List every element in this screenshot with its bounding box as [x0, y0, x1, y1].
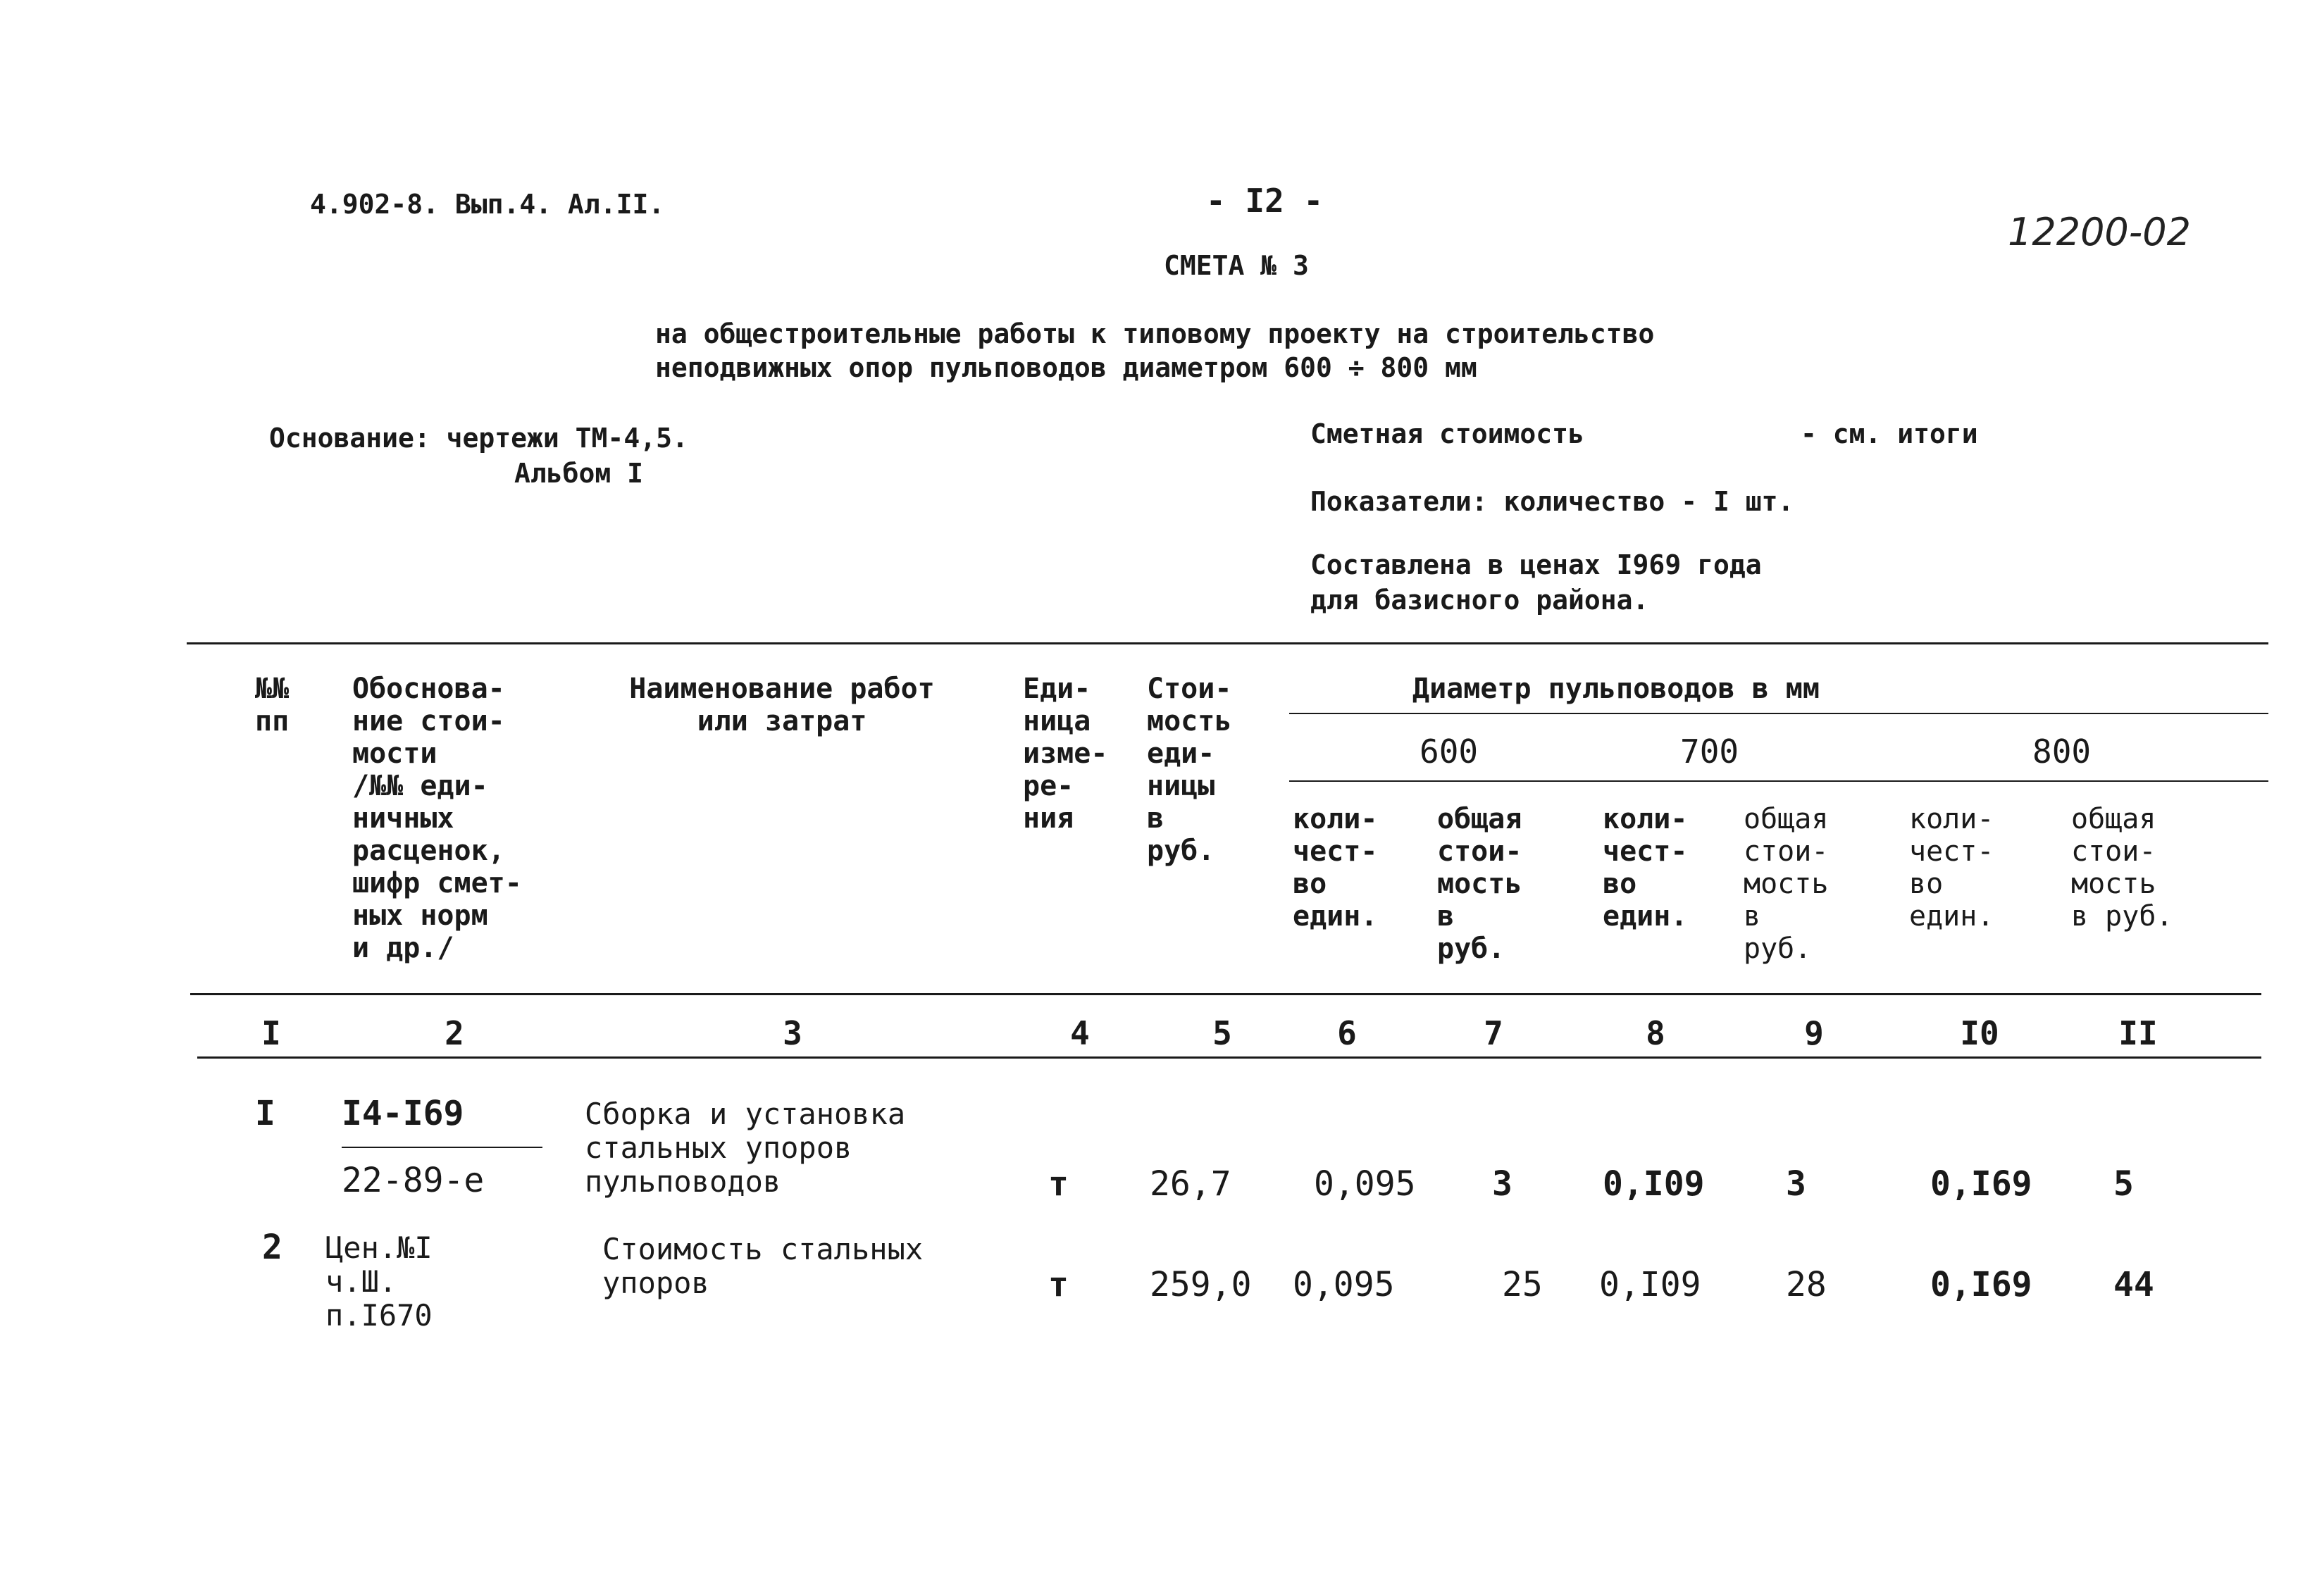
row-name: Стоимость стальных упоров: [602, 1232, 924, 1300]
row-total-700: 28: [1786, 1265, 1827, 1304]
basis-album: Альбом I: [514, 458, 644, 489]
col-number-11: II: [2118, 1014, 2158, 1052]
col-header-total-700: общая стои- мость в руб.: [1744, 803, 1829, 965]
basis-divider-line: [342, 1147, 542, 1148]
prices-line-1: Составлена в ценах I969 года: [1310, 549, 1762, 580]
indicators-line: Показатели: количество - I шт.: [1310, 486, 1794, 517]
diameter-values-rule: [1289, 780, 2268, 782]
row-qty-700: 0,I09: [1599, 1265, 1701, 1304]
col-header-diameter-group: Диаметр пульповодов в мм: [1412, 673, 1820, 705]
col-number-5: 5: [1212, 1014, 1232, 1052]
basis-label: Основание: чертежи ТМ-4,5.: [269, 423, 688, 454]
row-qty-800: 0,I69: [1930, 1265, 2032, 1304]
row-qty-600: 0,095: [1293, 1265, 1395, 1304]
col-header-qty-800: коли- чест- во един.: [1909, 803, 1994, 933]
diameter-700: 700: [1680, 732, 1739, 771]
column-numbers-rule: [197, 1056, 2261, 1059]
row-unit-price: 259,0: [1150, 1265, 1252, 1304]
diameter-800: 800: [2032, 732, 2092, 771]
row-basis-top: I4-I69: [342, 1094, 464, 1133]
prices-line-2: для базисного района.: [1310, 585, 1649, 616]
col-header-qty-700: коли- чест- во един.: [1603, 803, 1688, 933]
cost-label: Сметная стоимость: [1310, 418, 1584, 449]
col-header-basis: Обоснова- ние стои- мости /№№ еди- ничных расценок, шифр смет- ных норм и др./: [352, 673, 522, 964]
row-total-800: 44: [2113, 1265, 2154, 1304]
row-qty-800: 0,I69: [1930, 1164, 2032, 1204]
row-total-800: 5: [2113, 1164, 2134, 1204]
row-basis: Цен.№I ч.Ш. п.I670: [325, 1230, 433, 1333]
col-header-name: Наименование работ или затрат: [629, 673, 935, 737]
document-code: 4.902-8. Вып.4. Ал.II.: [310, 189, 665, 220]
document-title: СМЕТА № 3: [1164, 250, 1309, 281]
col-number-7: 7: [1484, 1014, 1503, 1052]
row-unit-price: 26,7: [1150, 1164, 1231, 1204]
col-header-unit-price: Стои- мость еди- ницы в руб.: [1147, 673, 1232, 867]
col-number-3: 3: [783, 1014, 802, 1052]
row-name: Сборка и установка стальных упоров пульповодов: [585, 1097, 906, 1199]
col-number-2: 2: [445, 1014, 464, 1052]
col-number-6: 6: [1337, 1014, 1357, 1052]
row-total-600: 3: [1492, 1164, 1512, 1204]
subtitle-line-2: неподвижных опор пульповодов диаметром 600 ÷ 800 мм: [655, 352, 1477, 383]
row-total-600: 25: [1502, 1265, 1543, 1304]
col-number-9: 9: [1804, 1014, 1824, 1052]
row-basis-bottom: 22-89-е: [342, 1161, 485, 1200]
table-top-rule: [187, 642, 2268, 644]
handwritten-reference: 12200-02: [2008, 210, 2191, 254]
col-number-10: I0: [1960, 1014, 1999, 1052]
diameter-600: 600: [1420, 732, 1479, 771]
col-number-8: 8: [1646, 1014, 1665, 1052]
row-number: 2: [262, 1228, 282, 1267]
col-header-unit: Еди- ница изме- ре- ния: [1023, 673, 1108, 835]
row-unit: т: [1048, 1164, 1069, 1204]
row-unit: т: [1048, 1265, 1069, 1304]
col-header-number: №№ пп: [255, 673, 290, 737]
col-number-4: 4: [1070, 1014, 1090, 1052]
row-qty-700: 0,I09: [1603, 1164, 1705, 1204]
col-header-qty-600: коли- чест- во един.: [1293, 803, 1378, 933]
page-number: - I2 -: [1206, 182, 1324, 220]
row-number: I: [255, 1094, 275, 1133]
diameter-group-rule: [1289, 713, 2268, 714]
header-bottom-rule: [190, 993, 2261, 995]
cost-value: - см. итоги: [1801, 418, 1978, 449]
col-number-1: I: [261, 1014, 281, 1052]
col-header-total-600: общая стои- мость в руб.: [1437, 803, 1522, 965]
subtitle-line-1: на общестроительные работы к типовому проекту на строительство: [655, 318, 1655, 349]
row-total-700: 3: [1786, 1164, 1806, 1204]
row-qty-600: 0,095: [1314, 1164, 1416, 1204]
col-header-total-800: общая стои- мость в руб.: [2071, 803, 2173, 933]
